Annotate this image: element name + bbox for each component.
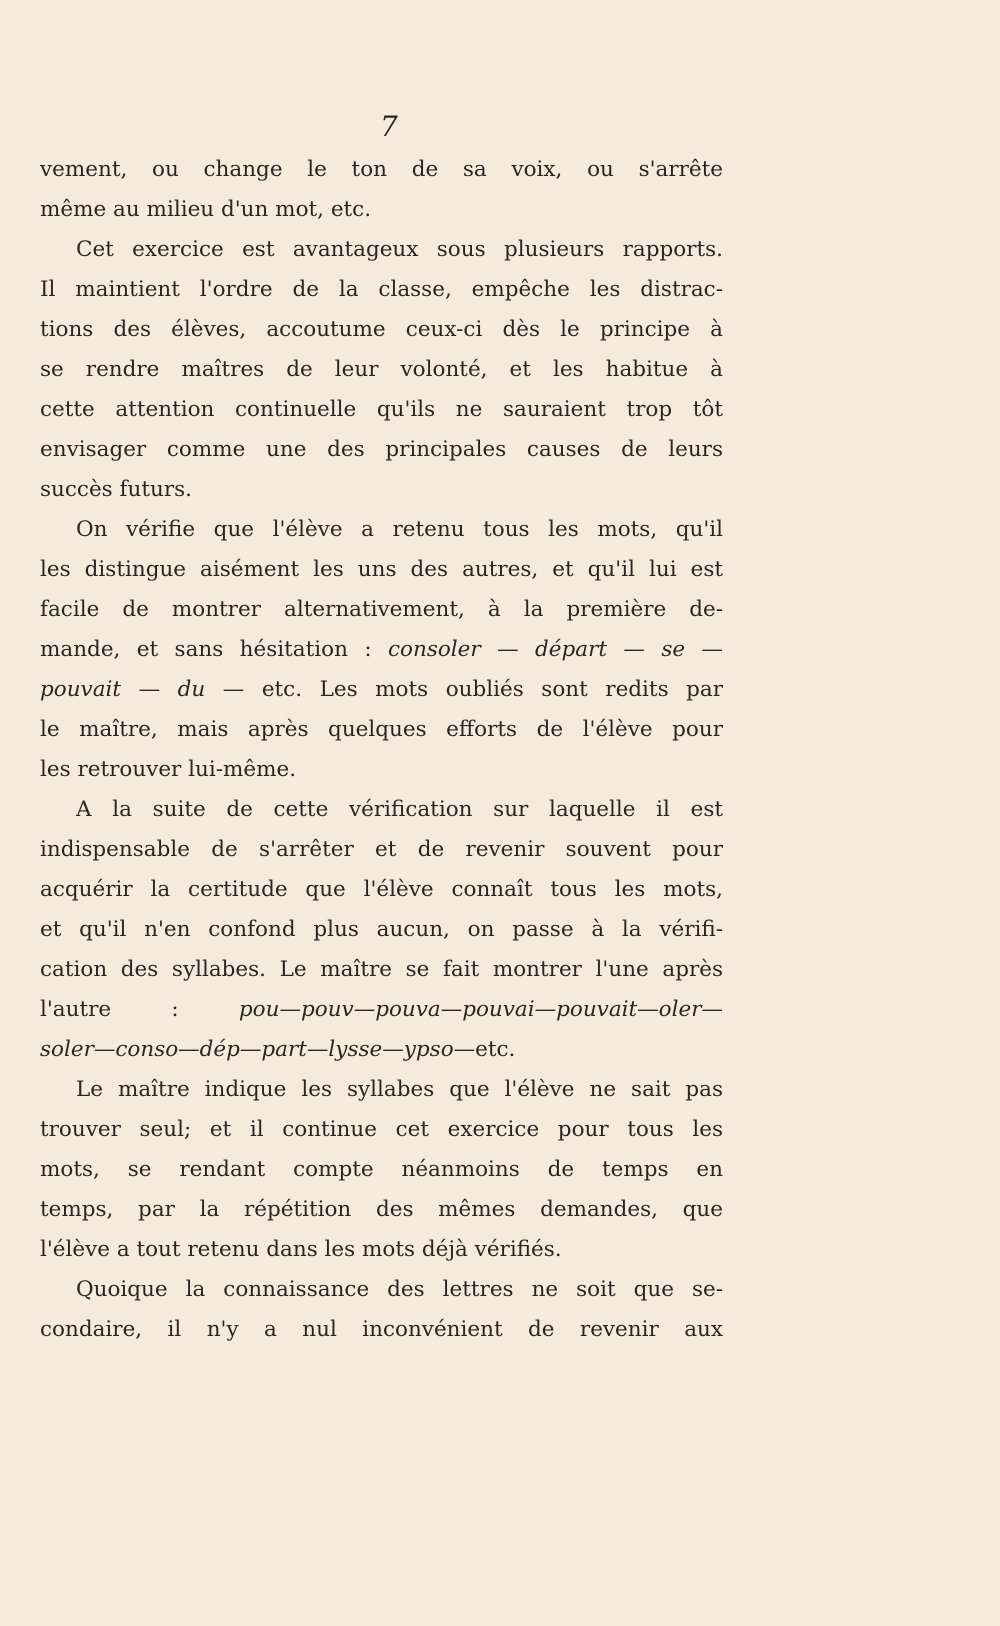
text-line [40,1070,723,1110]
page-number: 7 [380,110,398,143]
text-line [40,430,723,470]
text-line [40,870,723,910]
italic-word: départ [535,637,607,662]
text-segment: cation des syllabes. Le maître se fait montrer l'une après [40,957,723,982]
text-line [40,550,723,590]
text-segment: trouver seul; et il continue cet exercice pour tous les [40,1117,723,1142]
text-line [40,790,723,830]
italic-word: consoler [388,637,481,662]
text-segment: — [93,1037,116,1062]
text-line [40,230,723,270]
text-segment: l'élève a tout retenu dans les mots déjà vérifiés. [40,1237,562,1262]
text-segment: acquérir la certitude que l'élève connaît tous les mots, [40,877,723,902]
text-line [40,270,723,310]
text-line [40,310,723,350]
italic-word: soler [40,1037,94,1062]
text-line [40,350,723,390]
text-segment: facile de montrer alternativement, à la première de- [40,597,723,622]
text-line [40,630,723,670]
text-segment: vement, ou change le ton de sa voix, ou s'arrête [40,157,723,182]
text-line [40,390,723,430]
text-segment: — [121,677,178,702]
text-segment: — [279,997,301,1022]
text-segment: mots, se rendant compte néanmoins de temps en [40,1157,723,1182]
text-segment: envisager comme une des principales causes de leurs [40,437,723,462]
italic-word: du [177,677,206,702]
text-segment: indispensable de s'arrêter et de revenir souvent pour [40,837,723,862]
text-segment: — [685,637,723,662]
text-line [40,590,723,630]
text-line [40,150,723,190]
italic-word: dép [199,1037,240,1062]
text-segment: se rendre maîtres de leur volonté, et les habitue à [40,357,723,382]
text-segment: même au milieu d'un mot, etc. [40,197,372,222]
text-line [40,990,723,1030]
text-segment: condaire, il n'y a nul inconvénient de revenir aux [40,1317,723,1342]
text-segment: — [480,637,535,662]
italic-word: part [261,1037,307,1062]
text-segment: mande, et sans hésitation : [40,637,388,662]
text-segment: — [178,1037,200,1062]
text-line [40,470,723,510]
italic-word: pouva [375,997,441,1022]
text-segment: Cet exercice est avantageux sous plusieurs rapports. [76,237,723,262]
text-segment: — [440,997,463,1022]
text-segment: tions des élèves, accoutume ceux-ci dès le principe à [40,317,723,342]
text-segment: A la suite de cette vérification sur laquelle il est [76,797,723,822]
text-segment: cette attention continuelle qu'ils ne sauraient trop tôt [40,397,723,422]
text-line [40,1310,723,1350]
body-text [40,150,723,1350]
text-line [40,830,723,870]
italic-word: pou [238,997,280,1022]
text-line [40,1030,723,1070]
text-line [40,1190,723,1230]
text-line [40,910,723,950]
text-segment: — [534,997,557,1022]
text-line [40,750,723,790]
text-segment: — [607,637,662,662]
text-segment: succès futurs. [40,477,192,502]
text-segment: Il maintient l'ordre de la classe, empêche les distrac- [40,277,723,302]
italic-word: pouv [300,997,354,1022]
text-segment: — [353,997,376,1022]
text-line [40,670,723,710]
text-segment: les distingue aisément les uns des autres, et qu'il lui est [40,557,723,582]
text-segment: — [701,997,723,1022]
text-segment: — [637,997,659,1022]
text-line [40,190,723,230]
text-segment: les retrouver lui-même. [40,757,297,782]
text-line [40,950,723,990]
italic-word: ypso [403,1037,454,1062]
text-segment: Le maître indique les syllabes que l'élève ne sait pas [76,1077,723,1102]
text-line [40,710,723,750]
italic-word: oler [658,997,702,1022]
italic-word: conso [115,1037,179,1062]
text-segment: — [239,1037,262,1062]
text-segment: le maître, mais après quelques efforts de l'élève pour [40,717,723,742]
text-line [40,1270,723,1310]
text-line [40,1150,723,1190]
italic-word: pouvait [556,997,638,1022]
italic-word: pouvai [462,997,535,1022]
text-segment: — etc. Les mots oubliés sont redits par [205,677,724,702]
text-line [40,510,723,550]
text-segment: et qu'il n'en confond plus aucun, on passe à la vérifi- [40,917,723,942]
text-segment: Quoique la connaissance des lettres ne soit que se- [76,1277,723,1302]
text-segment: temps, par la répétition des mêmes demandes, que [40,1197,723,1222]
italic-word: lysse [328,1037,383,1062]
text-line [40,1230,723,1270]
text-line [40,1110,723,1150]
text-segment: l'autre : [40,997,239,1022]
text-segment: On vérifie que l'élève a retenu tous les mots, qu'il [76,517,723,542]
italic-word: se [661,637,686,662]
italic-word: pouvait [40,677,122,702]
text-segment: —etc. [453,1037,516,1062]
text-segment: — [306,1037,329,1062]
text-segment: — [382,1037,404,1062]
